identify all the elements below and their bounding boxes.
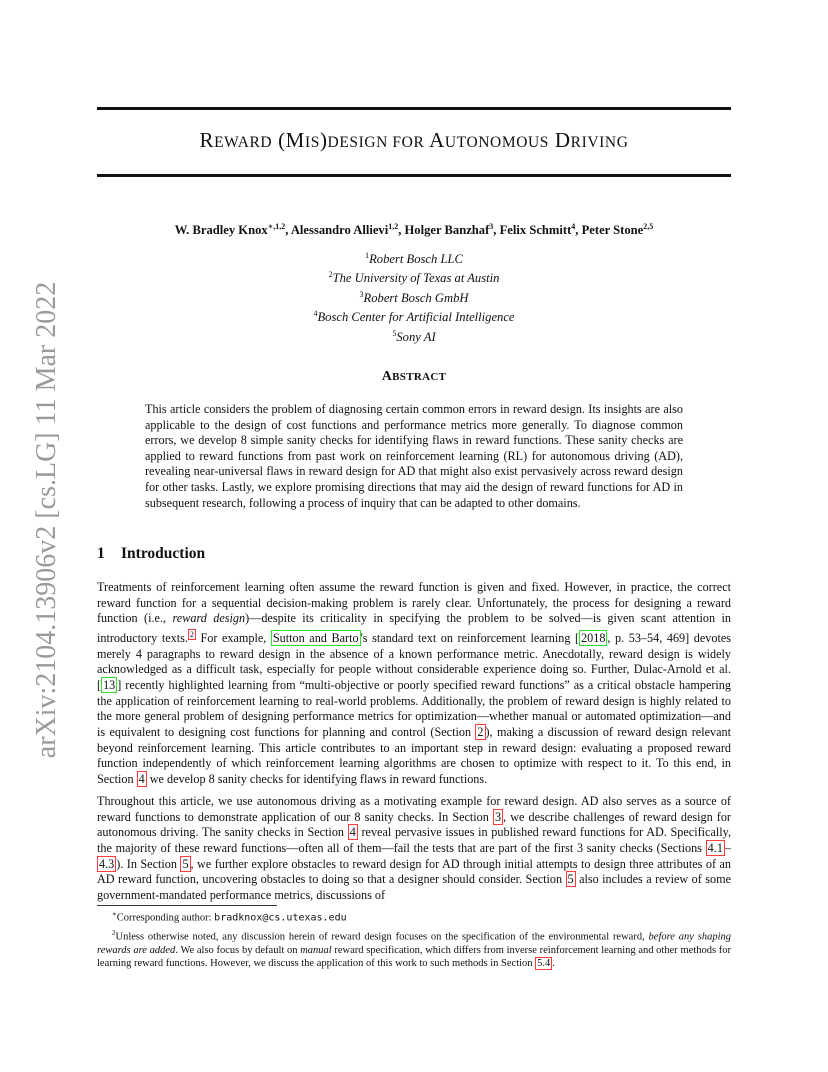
footnote-divider [97, 905, 277, 906]
arxiv-stamp: arXiv:2104.13906v2 [cs.LG] 11 Mar 2022 [31, 281, 62, 759]
citation-link[interactable]: 2018 [581, 631, 606, 646]
section-ref-link[interactable]: 2 [477, 724, 484, 739]
paragraph: Throughout this article, we use autonomous driving as a motivating example for reward design. AD also serves as a source of reward functions to demonstrate application of our 8 sanity checks. In Section 3 , we describe challenges of reward design for autonomous driving. The sanity checks in Section 4 reveal pervasive issues in published reward functions for AD. Specifically, the majority of these reward functions—often all of them—fail the tests that are part of the first 3 sanity checks (Sections 4.1 –4.3 ). In Section 5 , we further explore obstacles to reward design for AD through initial attempts to design three attributes of an AD reward function, uncovering obstacles to doing so that a designer should consider. Section 5 also includes a review of some government-mandated performance metrics, discussions of [97, 794, 731, 902]
title-top-rule [97, 107, 731, 110]
section-ref-link[interactable]: 5.4 [537, 957, 551, 969]
citation-link[interactable]: 13 [103, 678, 116, 692]
paper-title: REWARD (MIS)DESIGN FOR AUTONOMOUS DRIVING [199, 128, 629, 152]
section-ref-link[interactable]: 5 [567, 872, 574, 887]
section-ref-link[interactable]: 4.1 [707, 840, 723, 855]
footnotes [97, 908, 731, 971]
paragraph: Treatments of reinforcement learning often assume the reward function is given and fixed. However, in practice, the correct reward function for a sequential decision-making problem is rarely clear. Unfortunately, the process for designing a reward function (i.e., reward design)—despite its criticality in specifying the problem to be solved—is given scant attention in introductory texts. $^2$ For example, Sutton and Barto 's standard text on reinforcement learning [ 2018 , p. 53–54, 469] devotes merely 4 paragraphs to reward design in the absence of a known performance metric. Anecdotally, reward design is widely acknowledged as a difficult task, especially for people without considerable experience doing so. Further, Dulac-Arnold et al. [ 13 ] recently highlighted learning from “multi-objective or poorly specified reward functions” as a critical obstacle hampering the application of reinforcement learning to real-world problems. Additionally, the problem of reward design is highly related to the more general problem of designing performance metrics for optimization—whether manual or automated optimization—and is equivalent to designing cost functions for planning and control (Section 2 ), making a discussion of reward design relevant beyond reinforcement learning. This article contributes to an important step in reward design: evaluating a proposed reward function independently of which reinforcement learning algorithms are chosen to optimize with respect to it. To this end, in Section 4 we develop 8 sanity checks for identifying flaws in reward functions. [97, 580, 731, 786]
affiliation: $^1$Robert Bosch LLC [365, 251, 463, 267]
author: W. Bradley Knox$^{∗,1,2}$ [174, 222, 286, 238]
author: Peter Stone$^{2,5}$ [581, 222, 654, 238]
affiliation: $^5$Sony AI [392, 328, 436, 345]
email-link[interactable]: bradknox@cs.utexas.edu [214, 912, 347, 924]
citation-link[interactable]: Sutton and Barto [272, 631, 359, 646]
abstract-text: This article considers the problem of diagnosing certain common errors in reward design. Its insights are also applicable to the design of cost functions and performance metrics more generally. To diagnose common errors, we develop 8 simple sanity checks for identifying flaws in reward functions. These sanity checks are applied to reward functions from past work on reinforcement learning (RL) for autonomous driving (AD), revealing near-universal flaws in reward design for AD that might also exist pervasively across reward design for other tasks. Lastly, we explore promising directions that may aid the design of reward functions for AD in subsequent research, following a process of inquiry that can be adapted to other domains. [145, 402, 683, 510]
affiliation-list [97, 248, 731, 345]
section-ref-link[interactable]: 4 [349, 825, 356, 840]
section-heading: 1 Introduction [97, 545, 206, 562]
author: Alessandro Allievi$^{1,2}$ [290, 222, 399, 238]
footnote-ref-link[interactable]: 2 [189, 629, 194, 639]
title-bottom-rule [97, 174, 731, 177]
author: Holger Banzhaf$^3$ [404, 222, 494, 238]
footnote: $^2$Unless otherwise noted, any discussion herein of reward design focuses on the specification of the environmental reward, before any shaping rewards are added. We also focus by default on manual reward specification, which differs from inverse reinforcement learning and other methods for learning reward functions. However, we discuss the application of this work to such methods in Section 5.4 . [97, 929, 731, 969]
footnote: ∗Corresponding author: bradknox@cs.utexas.edu [112, 910, 347, 924]
affiliation: $^4$Bosch Center for Artificial Intelligence [313, 309, 515, 325]
author: Felix Schmitt$^4$ [499, 222, 576, 238]
affiliation: $^3$Robert Bosch GmbH [359, 289, 469, 306]
abstract-heading: ABSTRACT [381, 369, 447, 384]
author-list: W. Bradley Knox$^{∗,1,2}$, Alessandro Allievi$^{1,2}$, Holger Banzhaf$^3$, Felix Schmitt$^4$, Peter Stone$^{2,5}$ [174, 222, 654, 238]
section-ref-link[interactable]: 5 [182, 856, 189, 871]
section-ref-link[interactable]: 3 [494, 809, 502, 824]
affiliation: $^2$The University of Texas at Austin [328, 270, 500, 286]
section-ref-link[interactable]: 4.3 [99, 856, 115, 871]
section-ref-link[interactable]: 4 [138, 771, 145, 786]
